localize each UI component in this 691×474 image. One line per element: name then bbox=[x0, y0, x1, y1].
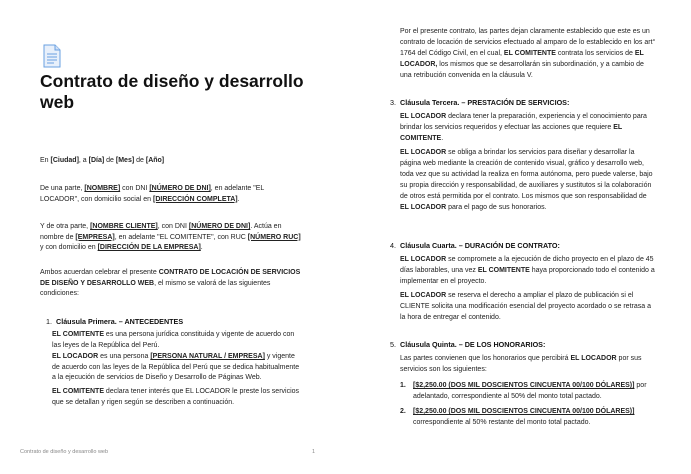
clause-1-heading: 1. Cláusula Primera. – ANTECEDENTES bbox=[46, 317, 184, 326]
document-icon bbox=[42, 44, 62, 68]
footer-document-name: Contrato de diseño y desarrollo web bbox=[20, 449, 109, 455]
fee-item-2: 2. [$2,250.00 (DOS MIL DOSCIENTOS CINCUENTA 00/100 DÓLARES)] correspondiente al 50% restante del monto total pactado. bbox=[400, 408, 635, 426]
company-address-field: [DIRECCIÓN DE LA EMPRESA] bbox=[97, 244, 201, 251]
year-field: [Año] bbox=[145, 157, 165, 164]
party-two-paragraph: Y de otra parte, [NOMBRE CLIENTE], con DNI [NÚMERO DE DNI]. Actúa en nombre de [EMPRESA], en adelante "EL COMITENTE", con RUC [NÚMERO RUC] y con domicilio en [DIRECCIÓN DE LA EMPRESA]. bbox=[40, 223, 301, 251]
footer-page-number: 1 bbox=[312, 449, 316, 455]
contract-intro-paragraph: Por el presente contrato, las partes dejan claramente establecido que este es un contrato de locación de servicios efectuado al amparo de lo establecido en los art° 1764 del Código Civil, en el cual, EL COMITENTE contrata los servicios de EL LOCADOR, los mismos que se desarrollarán sin subordinación, y a cambio de una retribución convenida en la cláusula V. bbox=[400, 28, 656, 79]
clause-4-paragraph-2: EL LOCADOR se reserva el derecho a ampliar el plazo de publicación si el CLIENTE solicita una modificación esencial del proyecto acordado o se retrasa a la hora de entregar el contenido. bbox=[400, 292, 651, 321]
day-field: [Día] bbox=[88, 157, 105, 164]
document-page-1 bbox=[0, 0, 345, 474]
fee-amount-2: [$2,250.00 (DOS MIL DOSCIENTOS CINCUENTA 00/100 DÓLARES)] bbox=[413, 408, 635, 415]
party-one-paragraph: De una parte, [NOMBRE] con DNI [NÚMERO DE DNI], en adelante "EL LOCADOR", con domicilio social en [DIRECCIÓN COMPLETA]. bbox=[40, 185, 265, 203]
city-field: [Ciudad] bbox=[50, 157, 79, 164]
locador-address-field: [DIRECCIÓN COMPLETA] bbox=[152, 195, 238, 203]
fee-item-1: 1. [$2,250.00 (DOS MIL DOSCIENTOS CINCUENTA 00/100 DÓLARES)] por adelantado, correspondiente al 50% del monto total pactado. bbox=[400, 382, 647, 400]
clause-1-paragraph-2: EL LOCADOR es una persona [PERSONA NATURAL / EMPRESA] y vigente de acuerdo con las leyes de la República del Perú que se dedica habitualmente a la ejecución de servicios de Diseño y Desarrollo de Páginas Web. bbox=[52, 353, 300, 381]
clause-1-paragraph-1: EL COMITENTE es una persona jurídica constituida y vigente de acuerdo con las leyes de la República del Perú. bbox=[52, 331, 295, 349]
place-date-line: En [Ciudad], a [Día] de [Mes] de [Año] bbox=[40, 157, 165, 164]
person-type-field: [PERSONA NATURAL / EMPRESA] bbox=[150, 353, 265, 360]
clause-4-paragraph-1: EL LOCADOR se compromete a la ejecución de dicho proyecto en el plazo de 45 días laborables, una vez EL COMITENTE haya proporcionado todo el contenido a implementar en el proyecto. bbox=[400, 256, 655, 285]
clause-5-heading: 5. Cláusula Quinta. – DE LOS HONORARIOS: bbox=[390, 340, 546, 349]
clause-1-paragraph-3: EL COMITENTE declara tener interés que EL LOCADOR le preste los servicios que se detallan y rigen según se describen a continuación. bbox=[52, 388, 300, 406]
ruc-field: [NÚMERO RUC] bbox=[247, 233, 301, 241]
fee-amount-1: [$2,250.00 (DOS MIL DOSCIENTOS CINCUENTA 00/100 DÓLARES)] bbox=[413, 382, 635, 389]
locador-name-field: [NOMBRE] bbox=[84, 185, 121, 192]
clause-5-intro: Las partes convienen que los honorarios que percibirá EL LOCADOR por sus servicios son los siguientes: bbox=[400, 355, 642, 373]
client-name-field: [NOMBRE CLIENTE] bbox=[90, 223, 158, 230]
company-field: [EMPRESA] bbox=[75, 233, 115, 241]
clause-3-paragraph-2: EL LOCADOR se obliga a brindar los servicios para diseñar y desarrollar la página web mediante la creación de contenido visual, gráfico y desarrollo web, toda vez que su actividad la realiza en forma autónoma, pero puede valerse, bajo su propia dirección y responsabilidad, de auxiliares y sustitutos si la colaboración de otros está permitida por el contrato. Los mismos que son responsabilidad de EL LOCADOR para el pago de sus honorarios. bbox=[400, 149, 653, 211]
locador-dni-field: [NÚMERO DE DNI] bbox=[149, 185, 211, 192]
agreement-paragraph: Ambos acuerdan celebrar el presente CONTRATO DE LOCACIÓN DE SERVICIOS DE DISEÑO Y DESARROLLO WEB, el mismo se valorá de las siguientes condiciones: bbox=[40, 269, 301, 297]
clause-4-heading: 4. Cláusula Cuarta. – DURACIÓN DE CONTRATO: bbox=[390, 241, 560, 250]
month-field: [Mes] bbox=[115, 157, 135, 164]
document-title: Contrato de diseño y desarrollo web bbox=[40, 71, 304, 112]
client-dni-field: [NÚMERO DE DNI] bbox=[188, 223, 251, 230]
clause-3-paragraph-1: EL LOCADOR declara tener la preparación, experiencia y el conocimiento para brindar los servicios requeridos y efectuar las acciones que requiere EL COMITENTE. bbox=[400, 113, 647, 142]
clause-3-heading: 3. Cláusula Tercera. – PRESTACIÓN DE SERVICIOS: bbox=[390, 98, 570, 107]
